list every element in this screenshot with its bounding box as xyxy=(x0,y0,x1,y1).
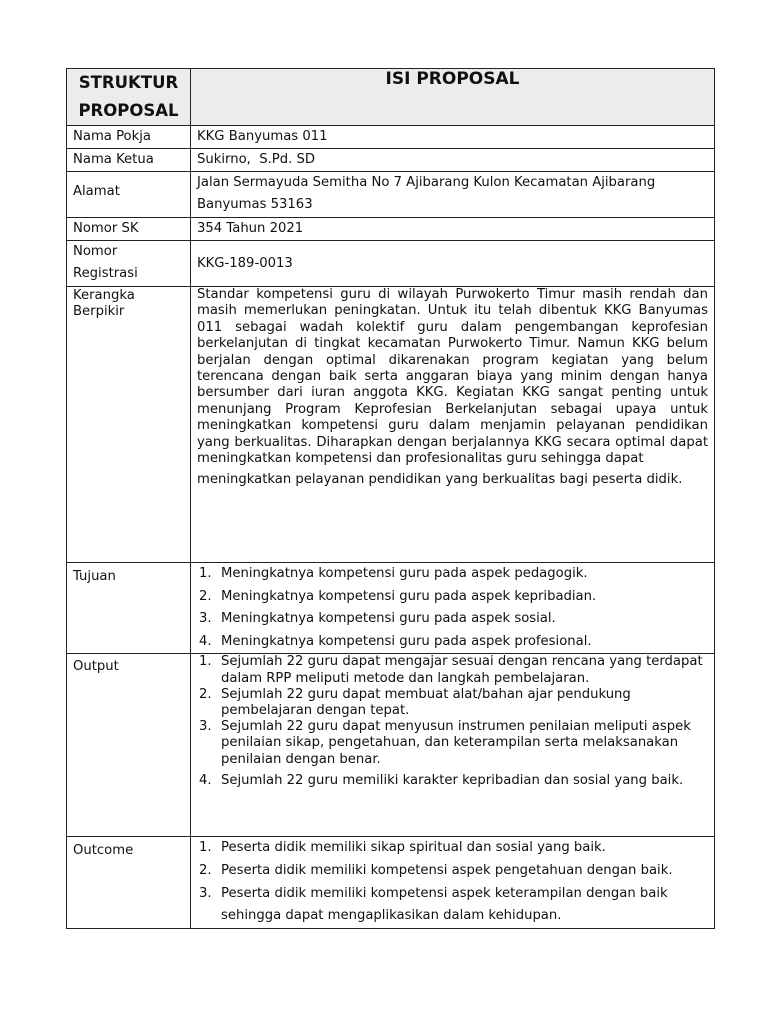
value-output xyxy=(191,654,715,837)
label-alamat: Alamat xyxy=(67,172,191,218)
value-alamat: Jalan Sermayuda Semitha No 7 Ajibarang Kulon Kecamatan Ajibarang Banyumas 53163 xyxy=(191,172,715,218)
label-output: Output xyxy=(67,654,191,837)
label-nomor-registrasi: Nomor Registrasi xyxy=(67,241,191,287)
value-nomor-registrasi: KKG-189-0013 xyxy=(191,241,715,287)
row-tujuan xyxy=(67,563,715,654)
value-tujuan xyxy=(191,563,715,654)
list-item: 2. Peserta didik memiliki kompetensi aspek pengetahuan dengan baik. xyxy=(199,862,673,878)
label-nama-pokja: Nama Pokja xyxy=(67,126,191,149)
list-item: 2. Sejumlah 22 guru dapat membuat alat/bahan ajar pendukung pembelajaran dengan tepat. xyxy=(199,686,631,718)
label-nomor-sk: Nomor SK xyxy=(67,218,191,241)
label-kerangka-berpikir: Kerangka Berpikir xyxy=(67,287,191,563)
header-isi: ISI PROPOSAL xyxy=(191,69,715,126)
output-list xyxy=(197,654,708,791)
tujuan-list xyxy=(197,563,708,653)
label-tujuan: Tujuan xyxy=(67,563,191,654)
list-item: 4. Meningkatnya kompetensi guru pada aspek profesional. xyxy=(199,633,592,649)
row-output xyxy=(67,654,715,837)
proposal-table xyxy=(66,68,715,929)
list-item: 3. Peserta didik memiliki kompetensi aspek keterampilan dengan baik sehingga dapat mengaplikasikan dalam kehidupan. xyxy=(199,885,668,924)
value-nomor-sk: 354 Tahun 2021 xyxy=(191,218,715,241)
list-item: 1. Peserta didik memiliki sikap spiritual dan sosial yang baik. xyxy=(199,840,606,856)
row-kerangka-berpikir xyxy=(67,287,715,563)
row-alamat xyxy=(67,172,715,218)
value-nama-ketua: Sukirno, S.Pd. SD xyxy=(191,149,715,172)
label-outcome: Outcome xyxy=(67,837,191,929)
list-item: 3. Sejumlah 22 guru dapat menyusun instrumen penilaian meliputi aspek penilaian sikap, pengetahuan, dan keterampilan serta melaksanakan penilaian dengan benar. xyxy=(199,719,691,767)
list-item: 1. Meningkatnya kompetensi guru pada aspek pedagogik. xyxy=(199,566,588,581)
list-item: 2. Meningkatnya kompetensi guru pada aspek kepribadian. xyxy=(199,588,597,604)
list-item: 4. Sejumlah 22 guru memiliki karakter kepribadian dan sosial yang baik. xyxy=(199,772,684,788)
row-nomor-registrasi xyxy=(67,241,715,287)
list-item: 3. Meningkatnya kompetensi guru pada aspek sosial. xyxy=(199,611,556,627)
header-row xyxy=(67,69,715,126)
value-nama-pokja: KKG Banyumas 011 xyxy=(191,126,715,149)
list-item: 1. Sejumlah 22 guru dapat mengajar sesuai dengan rencana yang terdapat dalam RPP meliputi metode dan langkah pembelajaran. xyxy=(199,654,703,686)
label-nama-ketua: Nama Ketua xyxy=(67,149,191,172)
kerangka-text: Standar kompetensi guru di wilayah Purwokerto Timur masih rendah dan masih memerlukan peningkatan. Untuk itu telah dibentuk KKG Banyumas 011 sebagai wadah kolektif guru dalam pengembangan keprofesian berkelanjutan di tingkat kecamatan Purwokerto Timur. Namun KKG belum berjalan dengan optimal dikarenakan program kegiatan yang belum terencana dengan baik serta anggaran biaya yang minim dengan hanya bersumber dari iuran anggota KKG. Kegiatan KKG sangat penting untuk menunjang Program Keprofesian Berkelanjutan sebagai upaya untuk meningkatkan kompetensi guru dalam menjamin pelayanan pendidikan yang berkualitas. Diharapkan dengan berjalannya KKG secara optimal dapat meningkatkan kompetensi dan profesionalitas guru sehingga dapat xyxy=(197,287,708,467)
row-outcome xyxy=(67,837,715,929)
header-struktur: STRUKTUR PROPOSAL xyxy=(67,69,191,126)
value-outcome xyxy=(191,837,715,929)
kerangka-text-last: meningkatkan pelayanan pendidikan yang berkualitas bagi peserta didik. xyxy=(197,472,683,488)
row-nama-ketua xyxy=(67,149,715,172)
row-nomor-sk xyxy=(67,218,715,241)
outcome-list xyxy=(197,837,708,927)
value-kerangka-berpikir xyxy=(191,287,715,563)
row-nama-pokja xyxy=(67,126,715,149)
